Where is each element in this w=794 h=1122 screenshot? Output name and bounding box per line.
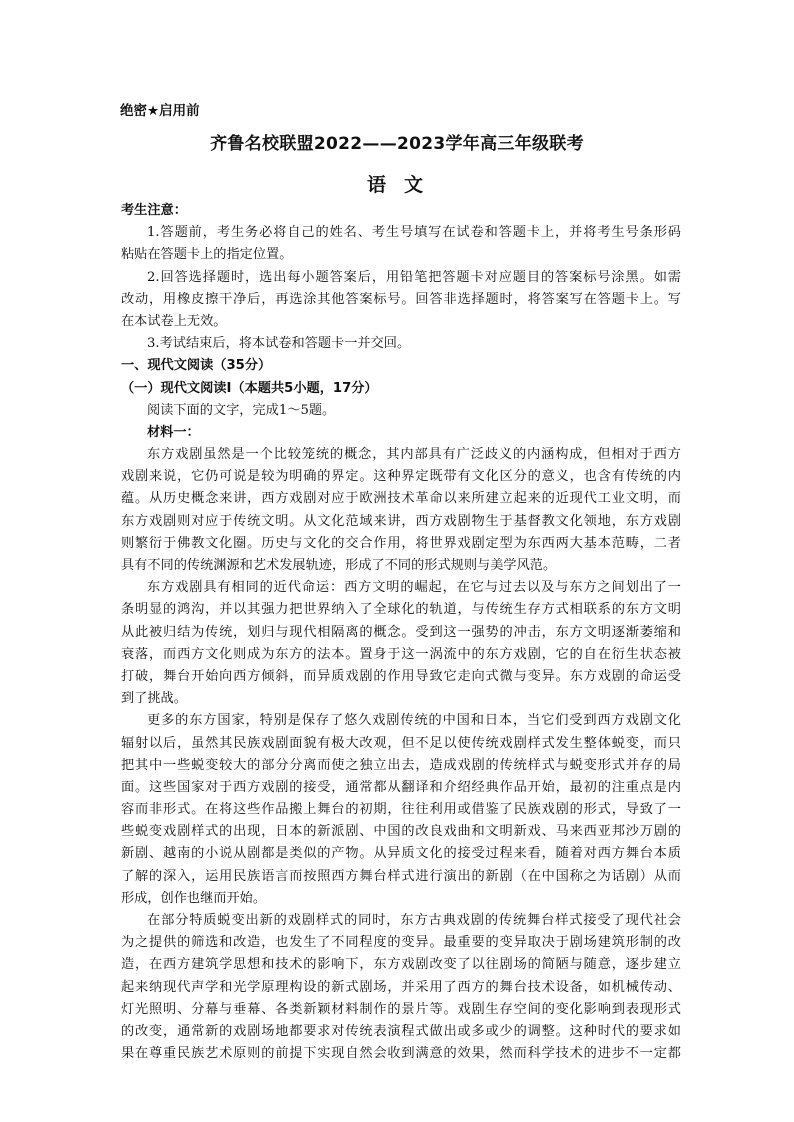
passage-line: 形成，创作也继而开始。	[121, 890, 267, 906]
subsection-heading: （一）现代文阅读Ⅰ（本题共5小题，17分）	[121, 380, 378, 396]
passage-paragraph-2	[121, 577, 681, 710]
passage-line: 些蜕变戏剧样式的出现，日本的新派剧、中国的改良戏曲和文明新戏、马来西亚邦沙万剧的	[121, 824, 681, 840]
passage-line: 蕴。从历史概念来讲，西方戏剧对应于欧洲技术革命以来所建立起来的近现代工业文明，而	[121, 491, 681, 507]
passage-line: 具有不同的传统渊源和艺术发展轨迹，形成了不同的形式规则与美学风范。	[121, 558, 557, 573]
passage-line: 则繁衍于佛教文化圈。历史与文化的交合作用，将世界戏剧定型为东西两大基本范畴，二者	[121, 535, 681, 551]
notice-item-1-line-2: 粘贴在答题卡上的指定位置。	[121, 247, 293, 263]
passage-line: 的改变，通常新的戏剧场地都要求对传统表演程式做出或多或少的调整。这种时代的要求如	[121, 1023, 681, 1039]
subject-title: 语文	[366, 174, 441, 196]
passage-line: 果在尊重民族艺术原则的前提下实现自然会收到满意的效果，然而科学技术的进步不一定都	[121, 1046, 681, 1062]
passage-line: 了解的深入，运用民族语言而按照西方舞台样式进行演出的新剧（在中国称之为话剧）从而	[121, 868, 681, 884]
passage-line: 东方戏剧具有相同的近代命运：西方文明的崛起，在它与过去以及与东方之间划出了一	[147, 580, 681, 596]
passage-line: 面。这些国家对于西方戏剧的接受，通常都从翻译和介绍经典作品开始，最初的注重点是内	[121, 779, 681, 795]
passage-line: 灯光照明、分幕与垂幕、各类新颖材料制作的景片等。戏剧生存空间的变化影响到表现形式	[121, 1001, 681, 1017]
confidential-label: 绝密★启用前	[120, 103, 200, 119]
reading-instruction: 阅读下面的文字，完成1～5题。	[147, 402, 336, 418]
notice-item-1-line-1: 1.答题前，考生务必将自己的姓名、考生号填写在试卷和答题卡上，并将考生号条形码	[147, 225, 681, 241]
notice-item-3: 3.考试结束后，将本试卷和答题卡一并交回。	[147, 336, 411, 352]
passage-line: 把其中一些蜕变较大的部分分离而使之独立出去，造成戏剧的传统样式与蜕变形式并存的局	[121, 757, 681, 773]
passage-line: 从此被归结为传统，划归与现代相隔离的概念。受到这一强势的冲击，东方文明逐渐萎缩和	[121, 624, 681, 640]
notice-item-2-line-3: 在本试卷上无效。	[121, 313, 227, 329]
exam-body	[121, 200, 681, 1065]
passage-line: 东方戏剧则对应于传统文明。从文化范域来讲，西方戏剧物生于基督教文化领地，东方戏剧	[121, 513, 681, 529]
passage-line: 戏剧来说，它仍可说是较为明确的界定。这种界定既带有文化区分的意义，也含有传统的内	[121, 469, 681, 485]
passage-line: 东方戏剧虽然是一个比较笼统的概念，其内部具有广泛歧义的内涵构成，但相对于西方	[147, 447, 681, 463]
material-label: 材料一：	[147, 424, 200, 440]
passage-paragraph-3	[121, 710, 681, 910]
notice-item-2-line-2: 改动，用橡皮擦干净后，再选涂其他答案标号。回答非选择题时，将答案写在答题卡上。写	[121, 291, 681, 307]
passage-line: 到了挑战。	[121, 691, 187, 707]
passage-line: 在部分特质蜕变出新的戏剧样式的同时，东方古典戏剧的传统舞台样式接受了现代社会	[147, 913, 681, 928]
passage-line: 打破，舞台开始向西方倾斜，而异质戏剧的作用导致它走向式微与变异。东方戏剧的命运受	[121, 668, 681, 684]
passage-line: 起来纳现代声学和光学原理构设的新式剧场，并采用了西方的舞台技术设备，如机械传动、	[121, 979, 681, 995]
section-heading: 一、现代文阅读（35分）	[121, 358, 272, 374]
passage-line: 更多的东方国家，特别是保存了悠久戏剧传统的中国和日本，当它们受到西方戏剧文化	[147, 713, 681, 729]
passage-line: 容而非形式。在将这些作品搬上舞台的初期，往往利用或借鉴了民族戏剧的形式，导致了一	[121, 802, 681, 818]
passage-line: 辐射以后，虽然其民族戏剧面貌有极大改观，但不足以使传统戏剧样式发生整体蜕变，而只	[121, 735, 681, 751]
passage-line: 条明显的鸿沟，并以其强力把世界纳入了全球化的轨道，与传统生存方式相联系的东方文明	[121, 602, 681, 618]
notice-heading: 考生注意：	[121, 203, 187, 218]
passage-paragraph-4	[121, 910, 681, 1065]
exam-title: 齐鲁名校联盟2022——2023学年高三年级联考	[210, 134, 584, 154]
passage-line: 造，在西方建筑学思想和技术的影响下，东方戏剧改变了以往剧场的简陋与随意，逐步建立	[121, 957, 681, 973]
passage-line: 新剧、越南的小说从剧都是类似的产物。从异质文化的接受过程来看，随着对西方舞台本质	[121, 846, 681, 862]
notice-item-2-line-1: 2.回答选择题时，选出每小题答案后，用铅笔把答题卡对应题目的答案标号涂黑。如需	[147, 269, 681, 285]
passage-paragraph-1	[121, 444, 681, 577]
passage-line: 为之提供的筛选和改造，也发生了不同程度的变异。最重要的变异取决于剧场建筑形制的改	[121, 935, 681, 951]
passage-line: 衰落，而西方文化则成为东方的法本。置身于这一涡流中的东方戏剧，它的自在衍生状态被	[121, 646, 681, 662]
